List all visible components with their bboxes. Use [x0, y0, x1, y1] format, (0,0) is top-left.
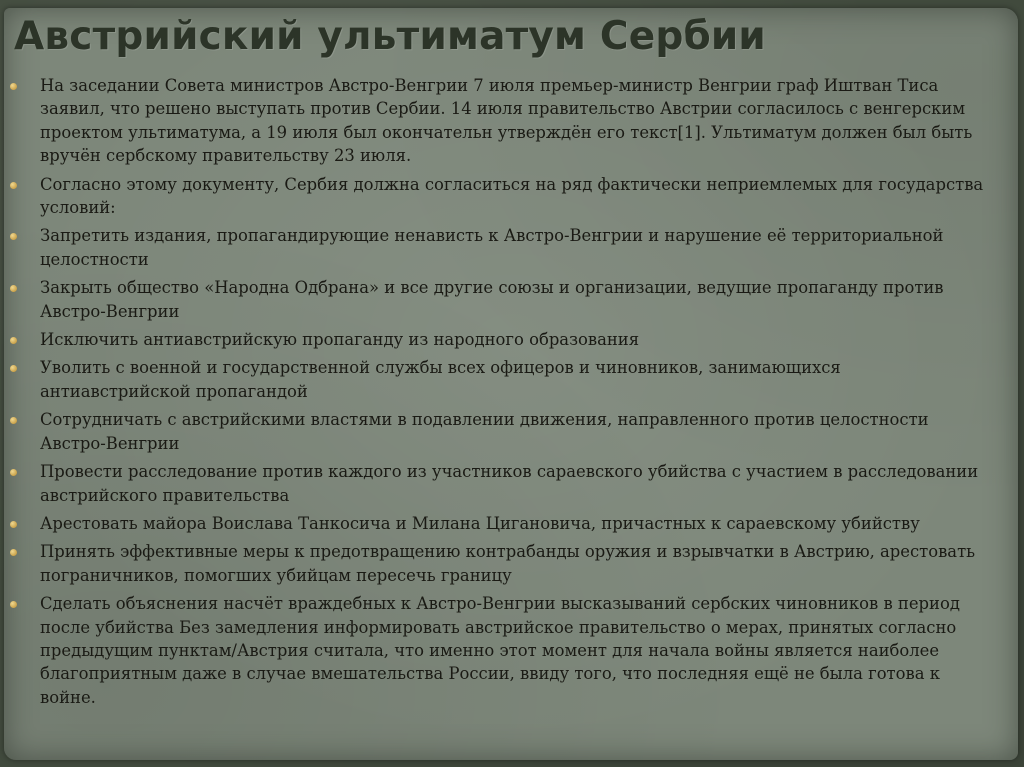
- bullet-item: [10, 173, 985, 220]
- bullet-item: [10, 592, 985, 709]
- bullet-text: Уволить с военной и государственной службы всех офицеров и чиновников, занимающихся антиавстрийской пропагандой: [40, 358, 841, 401]
- bullet-list: [10, 74, 985, 714]
- bullet-icon: [10, 337, 17, 344]
- bullet-item: [10, 540, 985, 587]
- bullet-text: Запретить издания, пропагандирующие ненависть к Австро-Венгрии и нарушение её территориальной целостности: [40, 226, 944, 269]
- bullet-icon: [10, 182, 17, 189]
- bullet-item: [10, 276, 985, 323]
- bullet-item: [10, 460, 985, 507]
- bullet-icon: [10, 601, 17, 608]
- bullet-item: [10, 74, 985, 168]
- bullet-text: Сотрудничать с австрийскими властями в подавлении движения, направленного против целостности Австро-Венгрии: [40, 410, 929, 453]
- bullet-item: [10, 356, 985, 403]
- bullet-icon: [10, 233, 17, 240]
- bullet-icon: [10, 83, 17, 90]
- bullet-icon: [10, 469, 17, 476]
- bullet-item: [10, 512, 985, 535]
- bullet-text: Согласно этому документу, Сербия должна согласиться на ряд фактически неприемлемых для государства условий:: [40, 174, 984, 218]
- bullet-text: Исключить антиавстрийскую пропаганду из народного образования: [40, 330, 640, 350]
- bullet-item: [10, 408, 985, 455]
- bullet-text: Закрыть общество «Народна Одбрана» и все другие союзы и организации, ведущие пропаганду против Австро-Венгрии: [40, 278, 944, 321]
- bullet-text: Принять эффективные меры к предотвращению контрабанды оружия и взрывчатки в Австрию, арестовать пограничников, помогших убийцам пересечь границу: [40, 542, 976, 585]
- slide-title: Австрийский ультиматум Сербии: [14, 14, 766, 59]
- bullet-item: [10, 328, 985, 351]
- bullet-text: Провести расследование против каждого из участников сараевского убийства с участием в расследовании австрийского правительства: [40, 462, 979, 505]
- bullet-text: Сделать объяснения насчёт враждебных к Австро-Венгрии высказываний сербских чиновников в период после убийства Без замедления информировать австрийское правительство о мерах, принятых согласно предыдущим пунктам/Австрия считала, что именно этот момент для начала войны является наиболее благоприятным даже в случае вмешательства России, ввиду того, что последняя ещё не была готова к войне.: [40, 594, 960, 707]
- bullet-icon: [10, 417, 17, 424]
- bullet-icon: [10, 521, 17, 528]
- bullet-item: [10, 224, 985, 271]
- bullet-icon: [10, 285, 17, 292]
- bullet-text: На заседании Совета министров Австро-Венгрии 7 июля премьер-министр Венгрии граф Иштван Тиса заявил, что решено выступать против Сербии. 14 июля правительство Австрии согласилось с венгерским проектом ультиматума, а 19 июля был окончательн утверждён его текст[1]. Ультиматум должен был быть вручён сербскому правительству 23 июля.: [40, 76, 973, 166]
- bullet-text: Арестовать майора Воислава Танкосича и Милана Цигановича, причастных к сараевскому убийству: [40, 513, 920, 533]
- bullet-icon: [10, 365, 17, 372]
- bullet-icon: [10, 549, 17, 556]
